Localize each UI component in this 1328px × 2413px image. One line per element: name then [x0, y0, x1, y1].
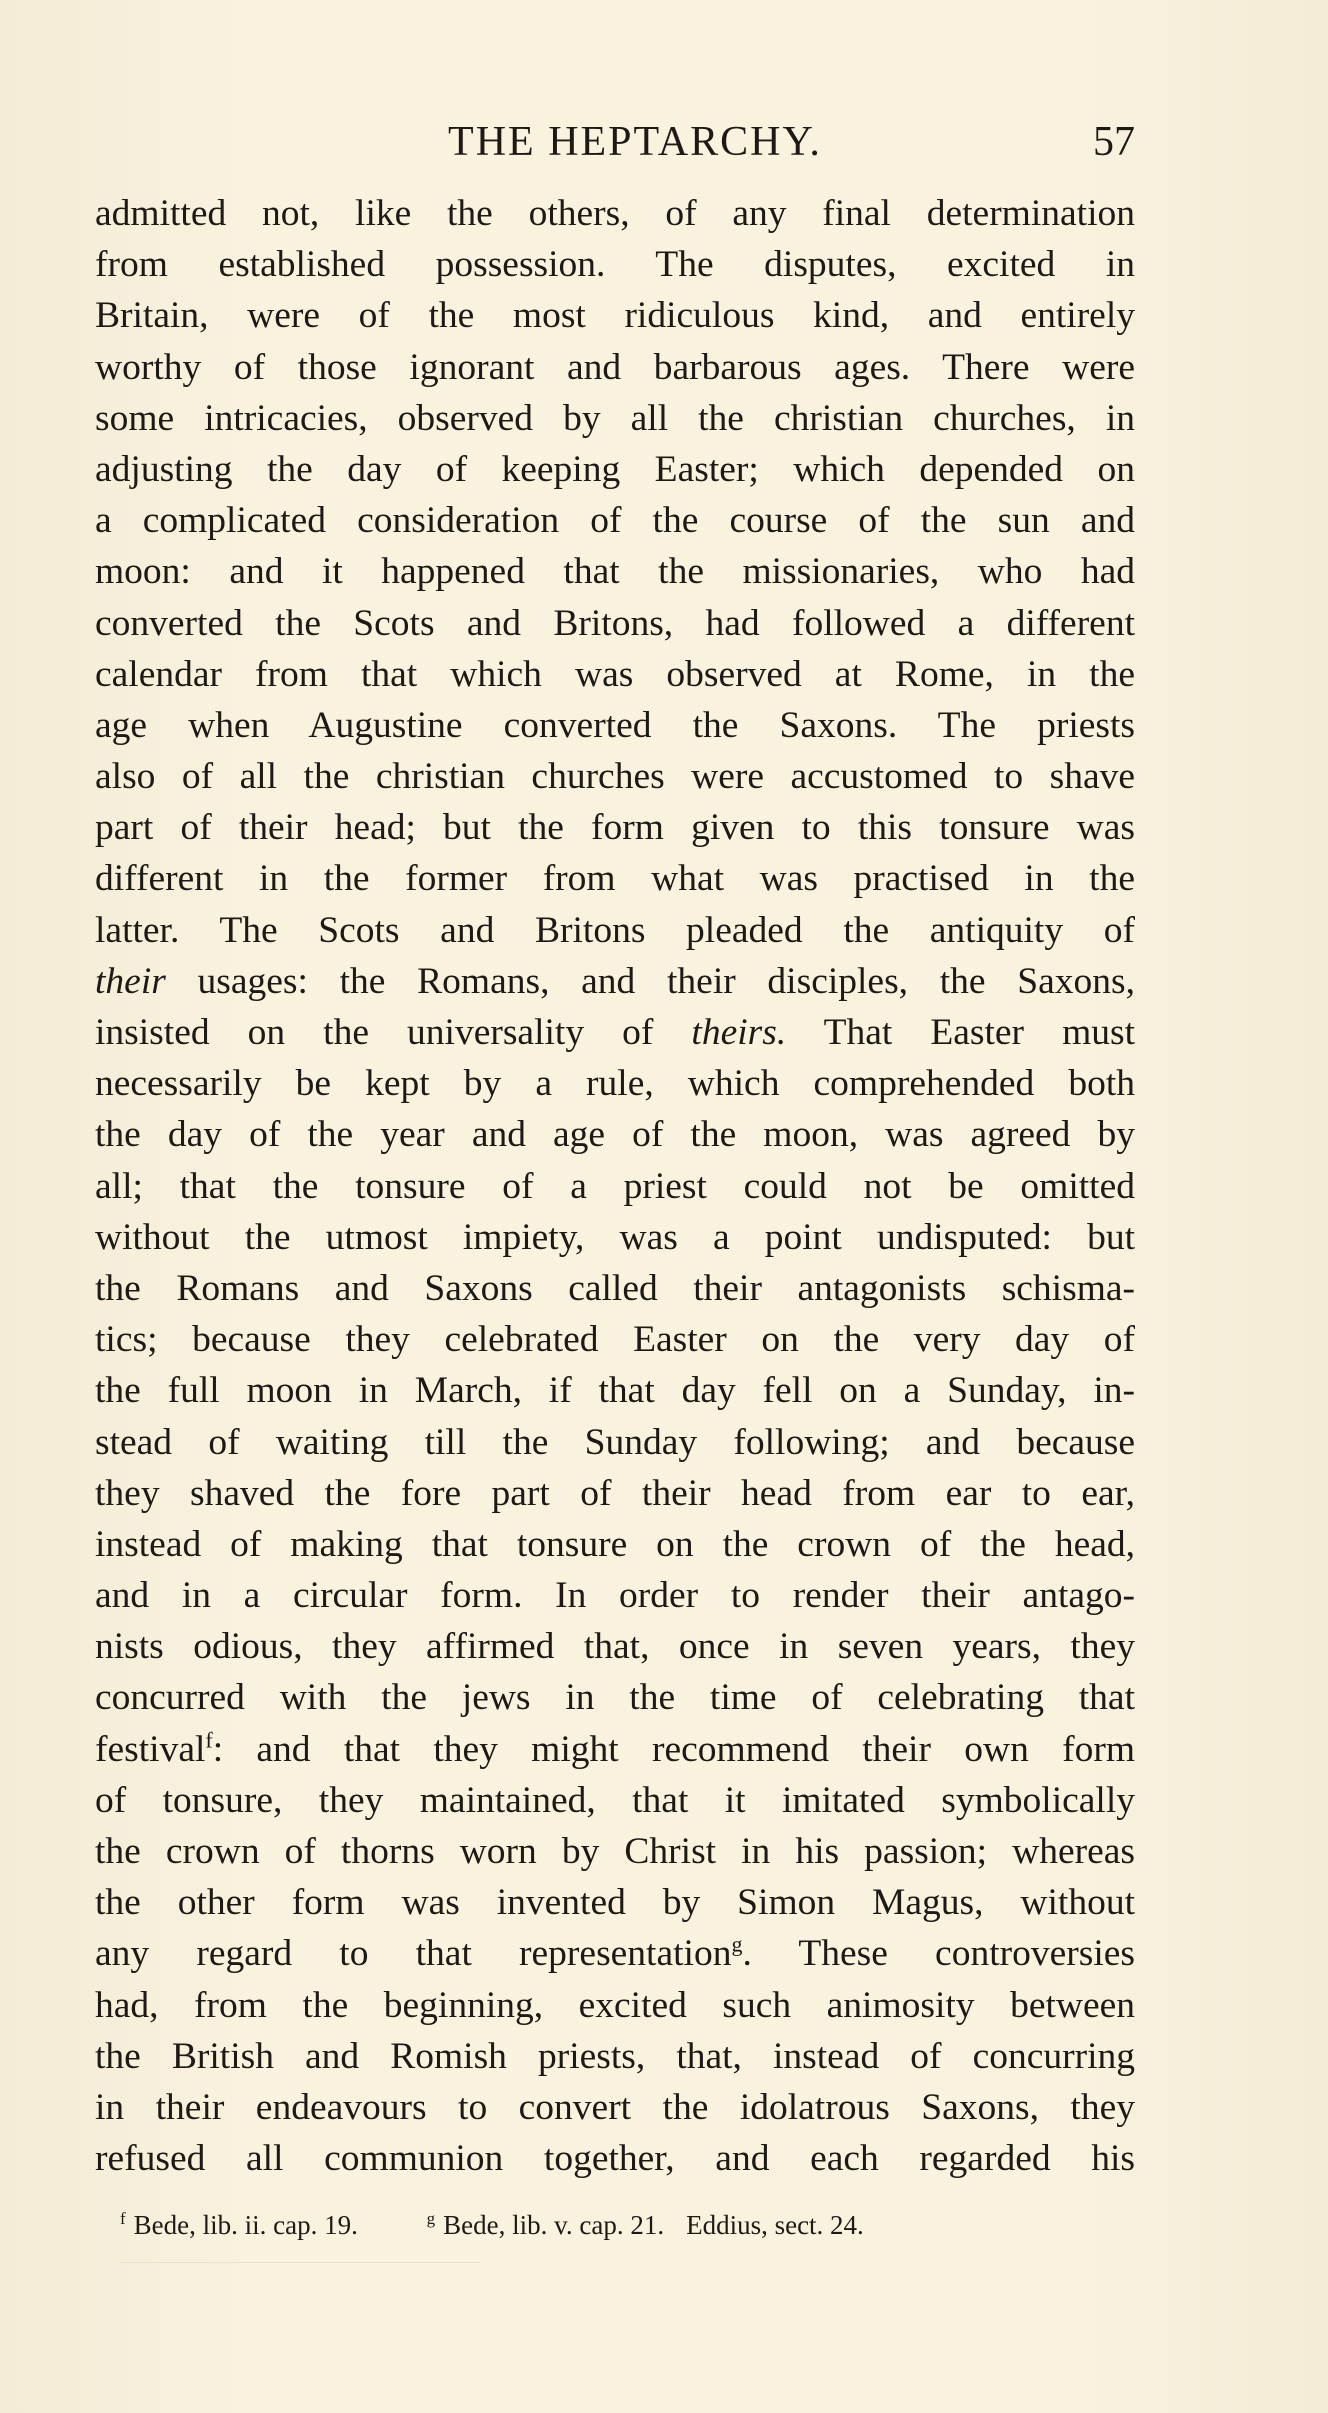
text-line: a complicated consideration of the course of the sun and — [95, 500, 1135, 542]
text-line: of tonsure, they maintained, that it imitated symbolically — [95, 1779, 1135, 1821]
line-rest: : and that they might recommend their own form — [212, 1728, 1135, 1770]
text-line: tics; because they celebrated Easter on the very day of — [95, 1319, 1135, 1361]
text-line: calendar from that which was observed at Rome, in the — [95, 653, 1135, 695]
text-line — [95, 956, 1135, 1007]
text-line: age when Augustine converted the Saxons. The priests — [95, 704, 1135, 746]
text-line: refused all communion together, and each regarded his — [95, 2138, 1135, 2180]
text-line: the full moon in March, if that day fell on a Sunday, in- — [95, 1370, 1135, 1412]
text-line: adjusting the day of keeping Easter; which depended on — [95, 448, 1135, 490]
page-header — [95, 112, 1135, 172]
footnote-ref-g[interactable]: g — [731, 1931, 743, 1957]
italic-word: theirs. — [691, 1012, 787, 1053]
text-line: nists odious, they affirmed that, once in seven years, they — [95, 1626, 1135, 1668]
text-line: the Romans and Saxons called their antagonists schisma- — [95, 1267, 1135, 1309]
text-line: moon: and it happened that the missionaries, who had — [95, 551, 1135, 593]
text-line: the other form was invented by Simon Magus, without — [95, 1882, 1135, 1924]
text-line: without the utmost impiety, was a point undisputed: but — [95, 1216, 1135, 1258]
text-line: had, from the beginning, excited such animosity between — [95, 1984, 1135, 2026]
text-line: the British and Romish priests, that, instead of concurring — [95, 2035, 1135, 2077]
text-line: they shaved the fore part of their head from ear to ear, — [95, 1472, 1135, 1514]
line-start: insisted on the universality of — [95, 1012, 692, 1053]
line-rest: That Easter must — [786, 1012, 1135, 1053]
body-text — [95, 188, 1135, 2184]
footnote-g — [427, 2202, 864, 2248]
line-start: any regard to that representation — [95, 1933, 732, 1975]
text-line: instead of making that tonsure on the crown of the head, — [95, 1523, 1135, 1565]
text-line — [95, 1724, 1135, 1775]
text-line: and in a circular form. In order to render their antago- — [95, 1575, 1135, 1617]
running-title: THE HEPTARCHY. — [448, 119, 822, 165]
line-start: festival — [95, 1728, 206, 1770]
footnote-ref-f[interactable]: f — [205, 1727, 213, 1753]
text-line: latter. The Scots and Britons pleaded the antiquity of — [95, 909, 1135, 951]
text-line: different in the former from what was practised in the — [95, 858, 1135, 900]
footnote-f — [120, 2202, 358, 2248]
footnote-mark: f — [120, 2209, 126, 2228]
footnotes — [120, 2202, 1130, 2248]
italic-word: their — [95, 960, 166, 1002]
text-line: some intricacies, observed by all the christian churches, in — [95, 397, 1135, 439]
text-line — [95, 1007, 1135, 1058]
text-line: all; that the tonsure of a priest could not be omitted — [95, 1165, 1135, 1207]
text-line: stead of waiting till the Sunday following; and because — [95, 1421, 1135, 1463]
footnote-rule — [120, 2262, 480, 2263]
text-line: Britain, were of the most ridiculous kind, and entirely — [95, 295, 1135, 337]
text-line: in their endeavours to convert the idolatrous Saxons, they — [95, 2086, 1135, 2128]
text-line: the crown of thorns worn by Christ in his passion; whereas — [95, 1831, 1135, 1872]
text-line: part of their head; but the form given to this tonsure was — [95, 807, 1135, 849]
line-rest: usages: the Romans, and their disciples, the Saxons, — [165, 960, 1135, 1002]
text-line: also of all the christian churches were accustomed to shave — [95, 756, 1135, 798]
footnote-text: Bede, lib. ii. cap. 19. — [133, 2210, 358, 2240]
text-line: worthy of those ignorant and barbarous ages. There were — [95, 346, 1135, 388]
footnote-mark: g — [426, 2209, 436, 2228]
text-line: admitted not, like the others, of any final determination — [95, 193, 1135, 234]
text-line — [95, 1928, 1135, 1979]
text-line: converted the Scots and Britons, had followed a different — [95, 602, 1135, 644]
footnote-tail: Eddius, sect. 24. — [686, 2210, 864, 2240]
text-line: necessarily be kept by a rule, which comprehended both — [95, 1063, 1135, 1105]
text-line: from established possession. The disputes, excited in — [95, 244, 1135, 286]
text-line: concurred with the jews in the time of celebrating that — [95, 1677, 1135, 1719]
footnote-text: Bede, lib. v. cap. 21. — [443, 2210, 665, 2240]
line-rest: . These controversies — [742, 1933, 1135, 1975]
text-line: the day of the year and age of the moon, was agreed by — [95, 1114, 1135, 1156]
page-number: 57 — [1093, 119, 1135, 165]
